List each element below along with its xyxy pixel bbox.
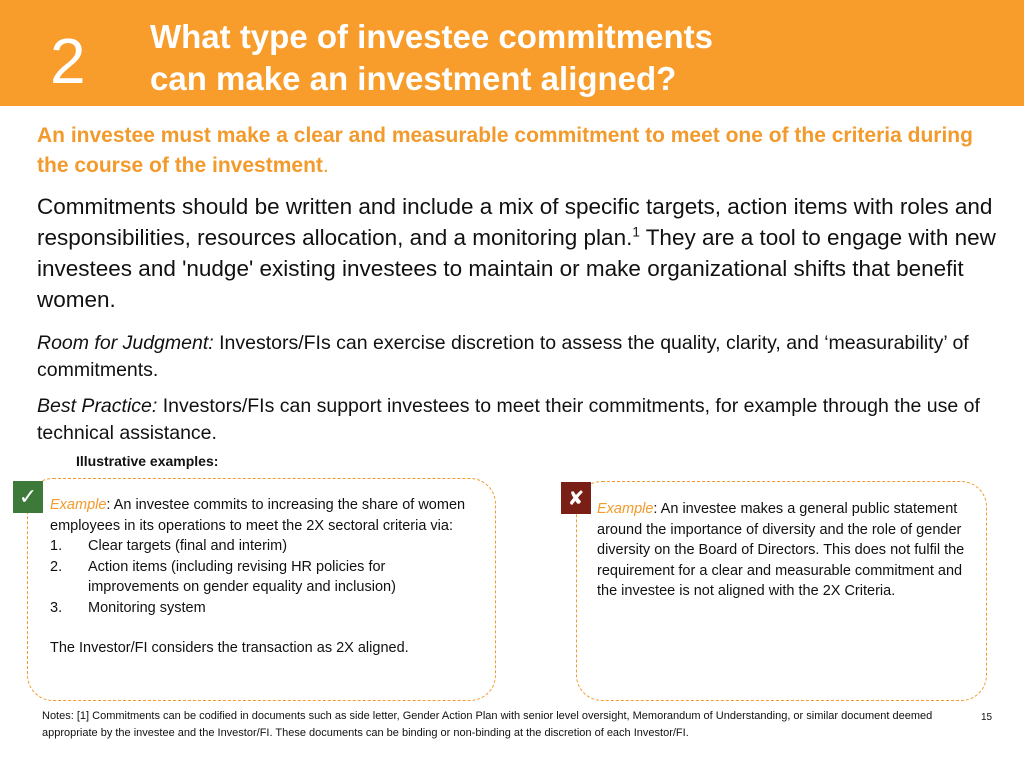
best-practice-label: Best Practice: (37, 395, 158, 417)
cross-icon: ✘ (561, 482, 591, 514)
lead-period: . (322, 154, 329, 177)
page-title-line-1: What type of investee commitments (150, 18, 713, 55)
judgment-text: Investors/FIs can exercise discretion to assess the quality, clarity, and ‘measurability’ of commitments. (37, 332, 969, 381)
illustrative-examples-label: Illustrative examples: (76, 453, 219, 469)
aligned-example-label: Example (50, 497, 107, 513)
body-text-part-1: Commitments should be written and include a mix of specific targets, action items with roles and responsibilities, resources allocation, and a monitoring plan. (37, 194, 993, 250)
page-title (150, 16, 950, 100)
list-item: 3. Monitoring system (50, 599, 206, 616)
body-paragraph (37, 191, 997, 315)
body-text-part-2: They are a tool to engage with new investees and 'nudge' existing investees to maintain or make organizational shifts that benefit women. (37, 225, 996, 312)
judgment-label: Room for Judgment: (37, 332, 214, 354)
page-title-line-2: can make an investment aligned? (150, 60, 677, 97)
aligned-conclusion: The Investor/FI considers the transaction as 2X aligned. (50, 640, 409, 656)
aligned-example-text (50, 495, 480, 659)
room-for-judgment (37, 330, 997, 384)
commitment-list (50, 536, 480, 618)
best-practice (37, 393, 997, 447)
footnotes: Notes: [1] Commitments can be codified in documents such as side letter, Gender Action Plan with senior level oversight, Memorandum of Understanding, or similar document deemed appropriate by the investee and the Investor/FI. These documents can be binding or non-binding at the discretion of each Investor/FI. (42, 710, 933, 739)
aligned-example-intro: Example: An investee commits to increasing the share of women employees in its operations to meet the 2X sectoral criteria via: (50, 497, 466, 534)
not-aligned-example-label: Example (597, 501, 654, 517)
lead-statement (37, 121, 997, 181)
section-number: 2 (50, 25, 86, 97)
lead-text: An investee must make a clear and measurable commitment to meet one of the criteria during the course of the investment (37, 124, 973, 177)
not-aligned-example-text: Example: An investee makes a general public statement around the importance of diversity and the role of gender diversity on the Board of Directors. This does not fulfil the requirement for a clear and measurable commitment and the investee is not aligned with the 2X Criteria. (597, 501, 965, 599)
page-number: 15 (981, 712, 993, 723)
list-item: 1. Clear targets (final and interim) (50, 538, 288, 554)
footnote-ref: 1 (632, 224, 640, 240)
check-icon: ✓ (13, 481, 43, 513)
header-banner (0, 0, 1024, 106)
best-practice-text: Investors/FIs can support investees to meet their commitments, for example through the use of technical assistance. (37, 395, 980, 444)
list-item: 2. Action items (including revising HR policies for improvements on gender equality and inclusion) (50, 558, 396, 595)
